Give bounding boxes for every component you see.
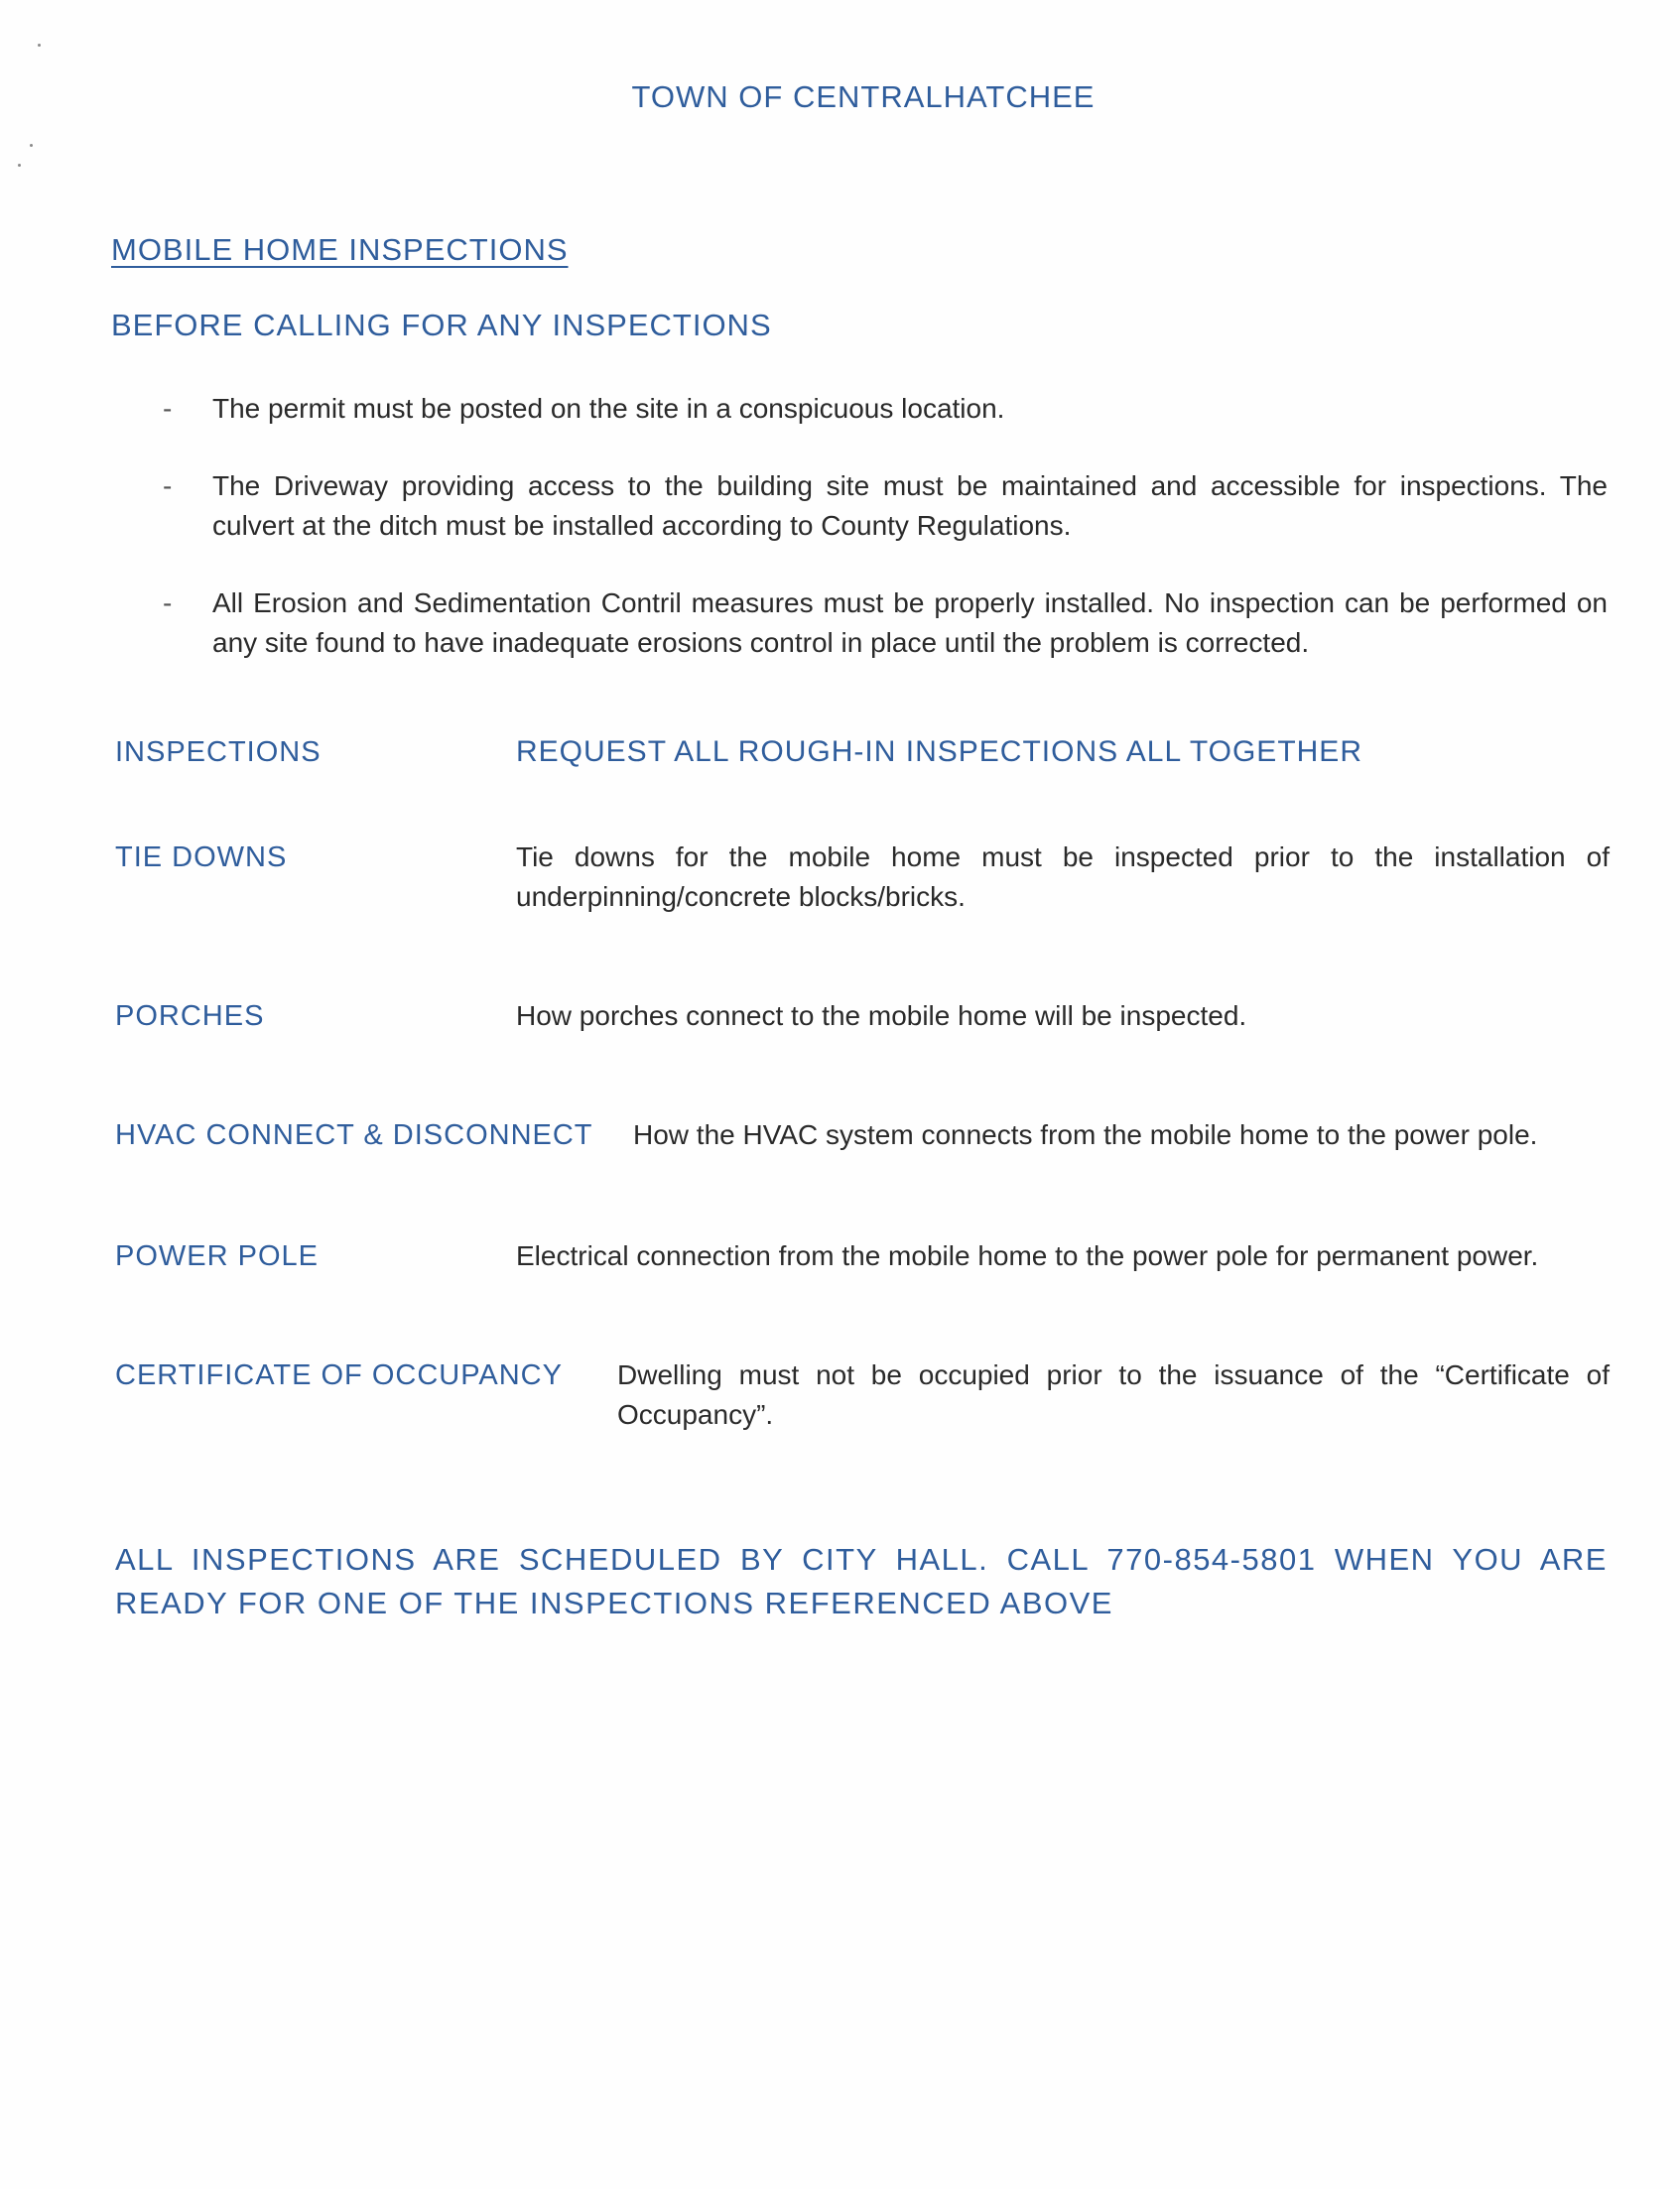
scheduling-notice: ALL INSPECTIONS ARE SCHEDULED BY CITY HALL. CALL 770-854-5801 WHEN YOU ARE READY FOR ONE OF THE INSPECTIONS REFERENCED ABOVE bbox=[115, 1542, 1608, 1620]
inspection-label: TIE DOWNS bbox=[115, 841, 288, 873]
page-title: TOWN OF CENTRALHATCHEE bbox=[631, 79, 1096, 114]
inspection-label: PORCHES bbox=[115, 1000, 265, 1032]
list-item bbox=[159, 466, 1608, 546]
inspection-label: CERTIFICATE OF OCCUPANCY bbox=[115, 1359, 563, 1391]
bullet-dash: - bbox=[163, 470, 173, 501]
inspection-label: POWER POLE bbox=[115, 1240, 319, 1272]
list-item-text: All Erosion and Sedimentation Contril measures must be properly installed. No inspection can be performed on any site found to have inadequate erosions control in place until the problem is corrected. bbox=[212, 587, 1608, 658]
inspection-description: Tie downs for the mobile home must be inspected prior to the installation of underpinning/concrete blocks/bricks. bbox=[516, 841, 1610, 912]
scan-speck bbox=[18, 164, 21, 167]
inspection-description: Electrical connection from the mobile home to the power pole for permanent power. bbox=[516, 1240, 1539, 1271]
section-heading: MOBILE HOME INSPECTIONS bbox=[111, 232, 569, 267]
inspections-header-label: INSPECTIONS bbox=[115, 736, 322, 768]
inspections-header-note: REQUEST ALL ROUGH-IN INSPECTIONS ALL TOGETHER bbox=[516, 735, 1362, 768]
list-item-text: The Driveway providing access to the building site must be maintained and accessible for inspections. The culvert at the ditch must be installed according to County Regulations. bbox=[212, 470, 1608, 541]
scan-speck bbox=[30, 144, 33, 147]
list-item bbox=[159, 389, 1608, 429]
scan-speck bbox=[38, 44, 41, 47]
inspection-description: How porches connect to the mobile home will be inspected. bbox=[516, 1000, 1247, 1031]
inspection-description: How the HVAC system connects from the mobile home to the power pole. bbox=[633, 1119, 1538, 1150]
list-item-text: The permit must be posted on the site in a conspicuous location. bbox=[212, 393, 1005, 424]
bullet-dash: - bbox=[163, 393, 173, 424]
before-calling-heading: BEFORE CALLING FOR ANY INSPECTIONS bbox=[111, 308, 772, 342]
inspection-description: Dwelling must not be occupied prior to the issuance of the “Certificate of Occupancy”. bbox=[617, 1359, 1610, 1430]
inspection-label: HVAC CONNECT & DISCONNECT bbox=[115, 1119, 593, 1151]
requirements-list bbox=[159, 389, 1608, 701]
bullet-dash: - bbox=[163, 587, 173, 618]
list-item bbox=[159, 583, 1608, 663]
